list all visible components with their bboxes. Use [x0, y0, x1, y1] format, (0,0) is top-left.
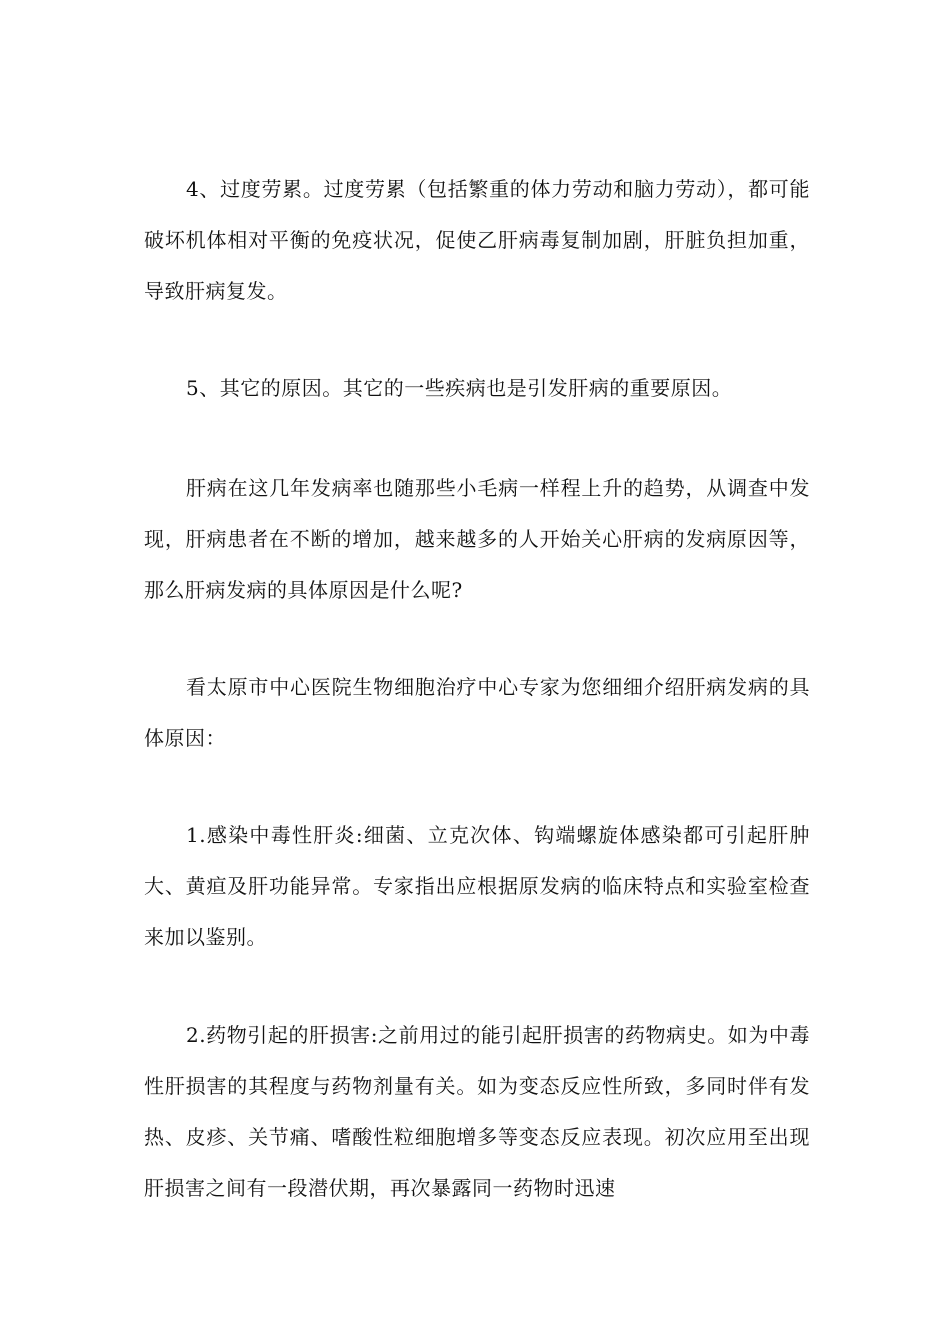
paragraph-incidence-trend: 肝病在这几年发病率也随那些小毛病一样程上升的趋势，从调查中发现，肝病患者在不断的增加，越来越多的人开始关心肝病的发病原因等，那么肝病发病的具体原因是什么呢? [144, 476, 810, 602]
paragraph-expert-introduction: 看太原市中心医院生物细胞治疗中心专家为您细细介绍肝病发病的具体原因： [144, 675, 810, 750]
paragraph-overwork: 4、过度劳累。过度劳累（包括繁重的体力劳动和脑力劳动），都可能破坏机体相对平衡的免疫状况，促使乙肝病毒复制加剧，肝脏负担加重，导致肝病复发。 [144, 177, 810, 303]
paragraph-drug-induced-liver-injury: 2.药物引起的肝损害:之前用过的能引起肝损害的药物病史。如为中毒性肝损害的其程度与药物剂量有关。如为变态反应性所致，多同时伴有发热、皮疹、关节痛、嗜酸性粒细胞增多等变态反应表现。初次应用至出现肝损害之间有一段潜伏期，再次暴露同一药物时迅速 [144, 1023, 810, 1200]
paragraph-infectious-toxic-hepatitis: 1.感染中毒性肝炎:细菌、立克次体、钩端螺旋体感染都可引起肝肿大、黄疸及肝功能异常。专家指出应根据原发病的临床特点和实验室检查来加以鉴别。 [144, 823, 810, 949]
paragraph-other-causes: 5、其它的原因。其它的一些疾病也是引发肝病的重要原因。 [186, 376, 733, 400]
